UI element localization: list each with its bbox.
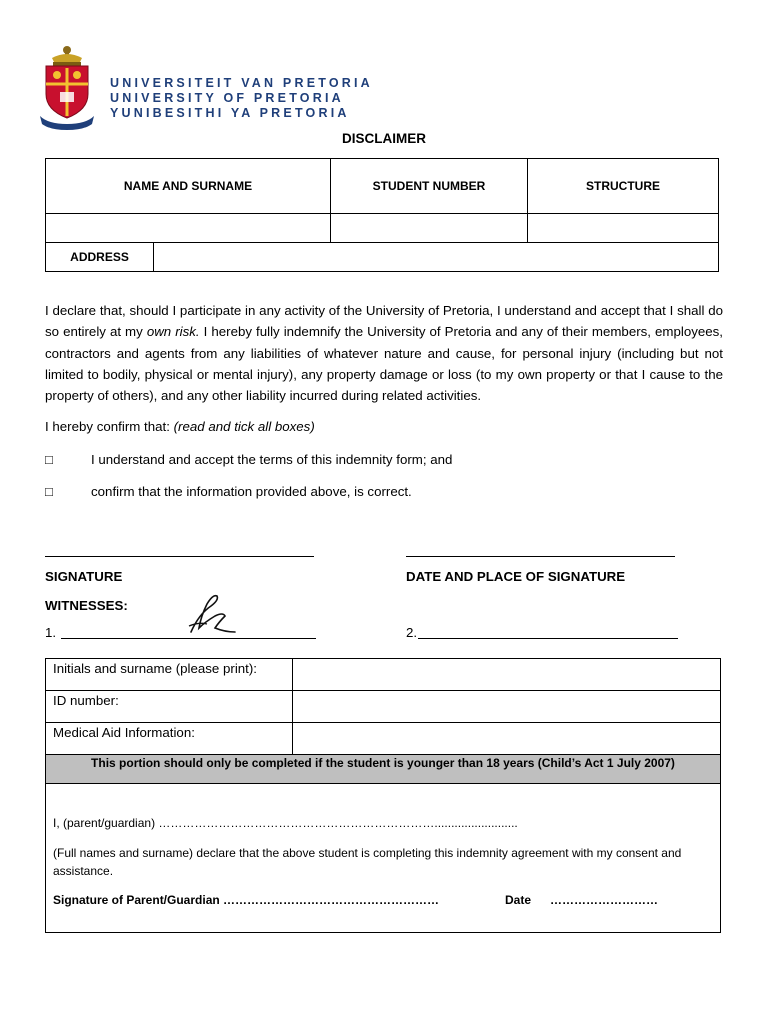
date-place-line[interactable] (406, 556, 675, 557)
handwritten-signature (185, 592, 237, 638)
witness-2-line[interactable] (418, 638, 678, 639)
form-row-initials[interactable] (46, 659, 720, 691)
signature-line[interactable] (45, 556, 314, 557)
university-name-sepedi: YUNIBESITHI YA PRETORIA (110, 106, 350, 120)
university-name-english: UNIVERSITY OF PRETORIA (110, 91, 344, 105)
tick-box-2[interactable]: □ (45, 484, 53, 499)
confirm-item-1: I understand and accept the terms of this indemnity form; and (91, 452, 453, 467)
confirm-lead (45, 419, 315, 434)
student-number-field[interactable] (331, 214, 528, 243)
university-crest-logo (38, 44, 96, 130)
declaration-text-1: I declare that, should I participate in any activity of the University of Pretoria, I understand and accept that I shall do so entirely at my (45, 303, 723, 340)
tick-box-1[interactable]: □ (45, 452, 53, 467)
student-info-table (45, 158, 719, 243)
parent-signature-line[interactable]: Signature of Parent/Guardian ……………………………………………… (53, 893, 440, 907)
name-surname-field[interactable] (46, 214, 331, 243)
page-title: DISCLAIMER (342, 131, 426, 146)
parent-guardian-line[interactable]: I, (parent/guardian) ……………………………………………………………......................... (53, 816, 518, 830)
witnesses-label: WITNESSES: (45, 598, 128, 613)
signature-label: SIGNATURE (45, 569, 123, 584)
full-names-declaration: (Full names and surname) declare that the above student is completing this indemnity agreement with my consent and assistance. (53, 846, 682, 878)
address-label: ADDRESS (46, 243, 154, 272)
form-row-id-number[interactable] (46, 691, 720, 723)
address-field[interactable] (154, 243, 719, 272)
date-label: Date (505, 893, 532, 907)
date-place-label: DATE AND PLACE OF SIGNATURE (406, 569, 626, 584)
confirm-instruction: (read and tick all boxes) (173, 419, 315, 434)
form-row-medical-aid[interactable] (46, 723, 720, 755)
confirm-item-2: confirm that the information provided above, is correct. (91, 484, 412, 499)
confirm-lead-text: I hereby confirm that: (45, 419, 174, 434)
id-number-label: ID number: (53, 693, 119, 708)
declaration-text-2: I hereby fully indemnify the University of Pretoria and any of their members, employees, contractors and agents from any liabilities of whatever nature and cause, for personal injury (including but not limited to bodily, physical or mental injury), any property damage or loss (to my own property or that I cause to the property of others), and any other liability incurred during related activities. (45, 324, 724, 404)
address-table (45, 242, 719, 272)
declaration-emphasis: own risk. (146, 324, 200, 340)
student-number-header: STUDENT NUMBER (331, 159, 528, 214)
structure-header: STRUCTURE (528, 159, 719, 214)
witness-1-line[interactable] (61, 638, 316, 639)
witness-details-form (45, 658, 721, 933)
witness-2-number: 2. (406, 625, 418, 640)
initials-surname-label: Initials and surname (please print): (53, 661, 257, 676)
minor-notice-bar: This portion should only be completed if the student is younger than 18 years (Child’s Act 1 July 2007) (46, 755, 720, 784)
medical-aid-label: Medical Aid Information: (53, 725, 195, 740)
witness-1-number: 1. (45, 625, 57, 640)
date-field[interactable]: ……………………… (550, 893, 658, 907)
declaration-paragraph (45, 300, 723, 406)
name-surname-header: NAME AND SURNAME (46, 159, 331, 214)
university-name-afrikaans: UNIVERSITEIT VAN PRETORIA (110, 76, 373, 90)
structure-field[interactable] (528, 214, 719, 243)
